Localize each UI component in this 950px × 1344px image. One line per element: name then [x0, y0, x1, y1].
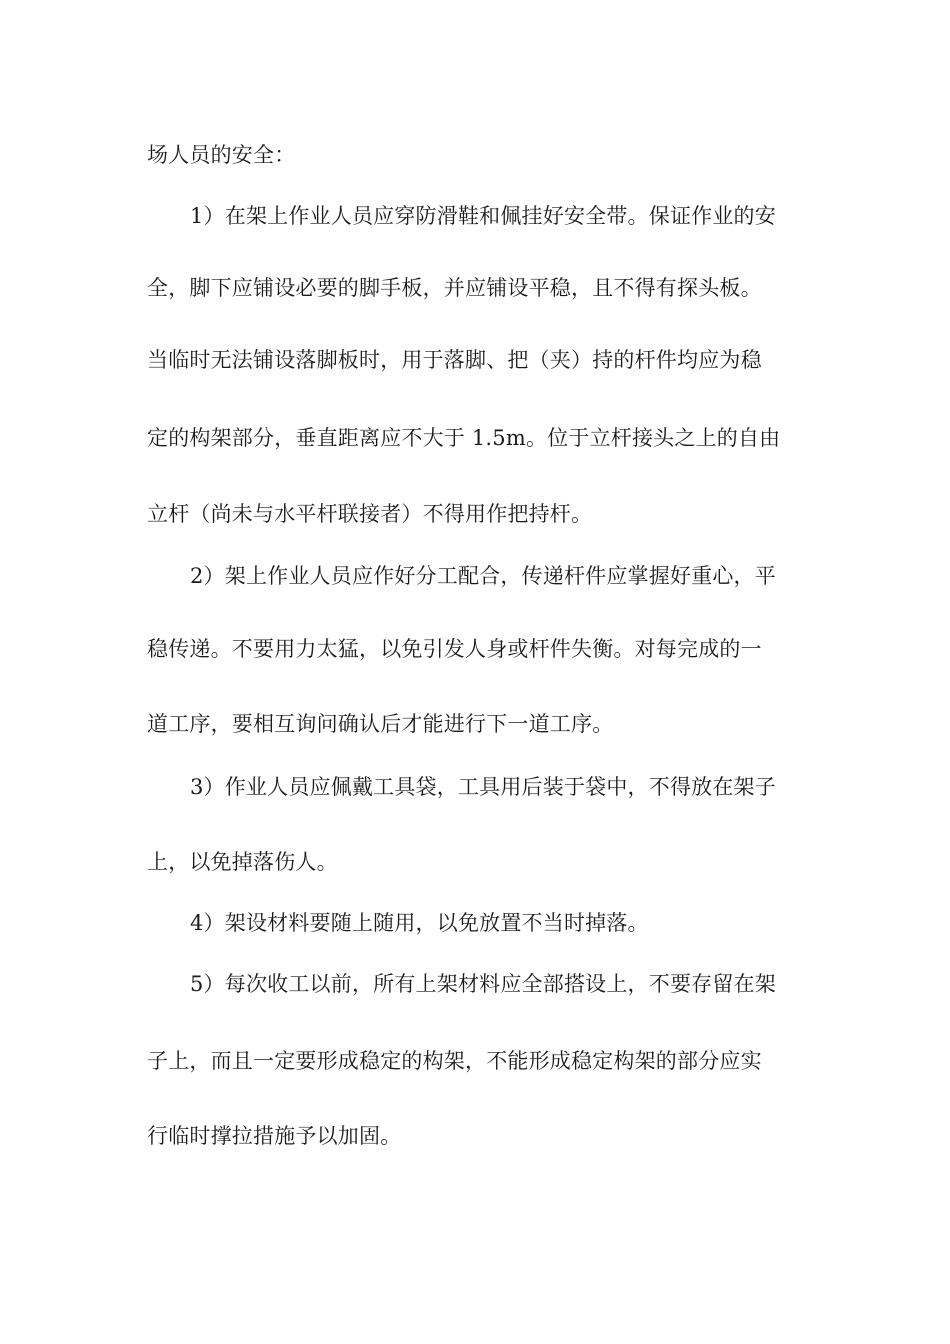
paragraph-line: 定的构架部分，垂直距离应不大于 1.5m。位于立杆接头之上的自由: [147, 426, 781, 450]
paragraph-line: 全，脚下应铺设必要的脚手板，并应铺设平稳，且不得有探头板。: [147, 276, 762, 300]
paragraph-line: 道工序，要相互询问确认后才能进行下一道工序。: [147, 712, 614, 736]
paragraph-line: 3）作业人员应佩戴工具袋，工具用后装于袋中，不得放在架子: [190, 775, 776, 799]
paragraph-line: 当临时无法铺设落脚板时，用于落脚、把（夹）持的杆件均应为稳: [147, 348, 762, 372]
paragraph-line: 稳传递。不要用力太猛，以免引发人身或杆件失衡。对每完成的一: [147, 637, 762, 661]
paragraph-line: 子上，而且一定要形成稳定的构架，不能形成稳定构架的部分应实: [147, 1049, 762, 1073]
paragraph-line: 场人员的安全：: [147, 143, 296, 167]
paragraph-line: 立杆（尚未与水平杆联接者）不得用作把持杆。: [147, 502, 593, 526]
paragraph-line: 上，以免掉落伤人。: [147, 850, 338, 874]
paragraph-line: 4）架设材料要随上随用，以免放置不当时掉落。: [190, 911, 649, 935]
paragraph-line: 5）每次收工以前，所有上架材料应全部搭设上，不要存留在架: [190, 972, 776, 996]
paragraph-line: 行临时撑拉措施予以加固。: [147, 1124, 402, 1148]
paragraph-line: 1）在架上作业人员应穿防滑鞋和佩挂好安全带。保证作业的安: [190, 204, 776, 228]
paragraph-line: 2）架上作业人员应作好分工配合，传递杆件应掌握好重心，平: [190, 564, 776, 588]
